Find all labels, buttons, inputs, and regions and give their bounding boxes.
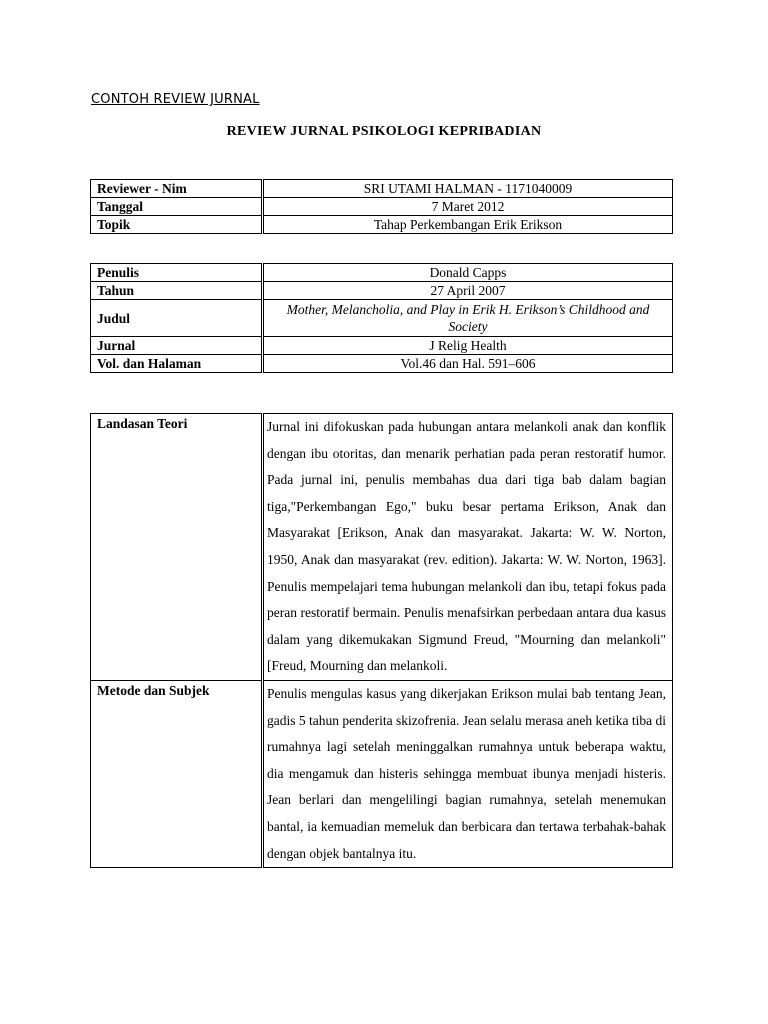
- table-row: [91, 180, 673, 198]
- row-value: Vol.46 dan Hal. 591–606: [263, 355, 673, 373]
- row-value: Mother, Melancholia, and Play in Erik H. Erikson’s Childhood and Society: [263, 300, 673, 337]
- table-row: [91, 680, 673, 867]
- table-row: [91, 216, 673, 234]
- row-value: Tahap Perkembangan Erik Erikson: [263, 216, 673, 234]
- section-text: Penulis mengulas kasus yang dikerjakan Erikson mulai bab tentang Jean, gadis 5 tahun penderita skizofrenia. Jean selalu merasa aneh ketika tiba di rumahnya lagi setelah meninggalkan rumahnya untuk beberapa waktu, dia mengamuk dan histeris sehingga membuat ibunya menjadi histeris. Jean berlari dan mengelilingi bagian rumahnya, setelah menemukan bantal, ia kemuadian memeluk dan berbicara dan tertawa terbahak-bahak dengan objek bantalnya itu.: [263, 680, 673, 867]
- table-row: [91, 198, 673, 216]
- table-row: [91, 337, 673, 355]
- row-value: J Relig Health: [263, 337, 673, 355]
- row-label: Reviewer - Nim: [91, 180, 263, 198]
- row-value: Donald Capps: [263, 264, 673, 282]
- journal-info-table: [90, 263, 673, 373]
- row-label: Tanggal: [91, 198, 263, 216]
- row-label: Jurnal: [91, 337, 263, 355]
- reviewer-info-table: [90, 179, 673, 234]
- row-value: 27 April 2007: [263, 282, 673, 300]
- section-label: Landasan Teori: [91, 414, 263, 681]
- table-row: [91, 355, 673, 373]
- table-row: [91, 414, 673, 681]
- row-value: 7 Maret 2012: [263, 198, 673, 216]
- section-text: Jurnal ini difokuskan pada hubungan antara melankoli anak dan konflik dengan ibu otoritas, dan menarik perhatian pada peran restoratif humor. Pada jurnal ini, penulis membahas dua dari tiga bab dalam bagian tiga,"Perkembangan Ego," buku besar pertama Erikson, Anak dan Masyarakat [Erikson, Anak dan masyarakat. Jakarta: W. W. Norton, 1950, Anak dan masyarakat (rev. edition). Jakarta: W. W. Norton, 1963]. Penulis mempelajari tema hubungan melankoli dan ibu, tetapi fokus pada peran restoratif bermain. Penulis menafsirkan perbedaan antara dua kasus dalam yang dikemukakan Sigmund Freud, "Mourning dan melankoli" [Freud, Mourning dan melankoli.: [263, 414, 673, 681]
- row-label: Vol. dan Halaman: [91, 355, 263, 373]
- table-row: [91, 300, 673, 337]
- document-title: REVIEW JURNAL PSIKOLOGI KEPRIBADIAN: [226, 124, 542, 139]
- row-label: Judul: [91, 300, 263, 337]
- row-value: SRI UTAMI HALMAN - 1171040009: [263, 180, 673, 198]
- row-label: Penulis: [91, 264, 263, 282]
- section-label: Metode dan Subjek: [91, 680, 263, 867]
- table-row: [91, 264, 673, 282]
- row-label: Tahun: [91, 282, 263, 300]
- review-sections-table: [90, 413, 673, 868]
- row-label: Topik: [91, 216, 263, 234]
- document-heading: CONTOH REVIEW JURNAL: [91, 92, 260, 107]
- table-row: [91, 282, 673, 300]
